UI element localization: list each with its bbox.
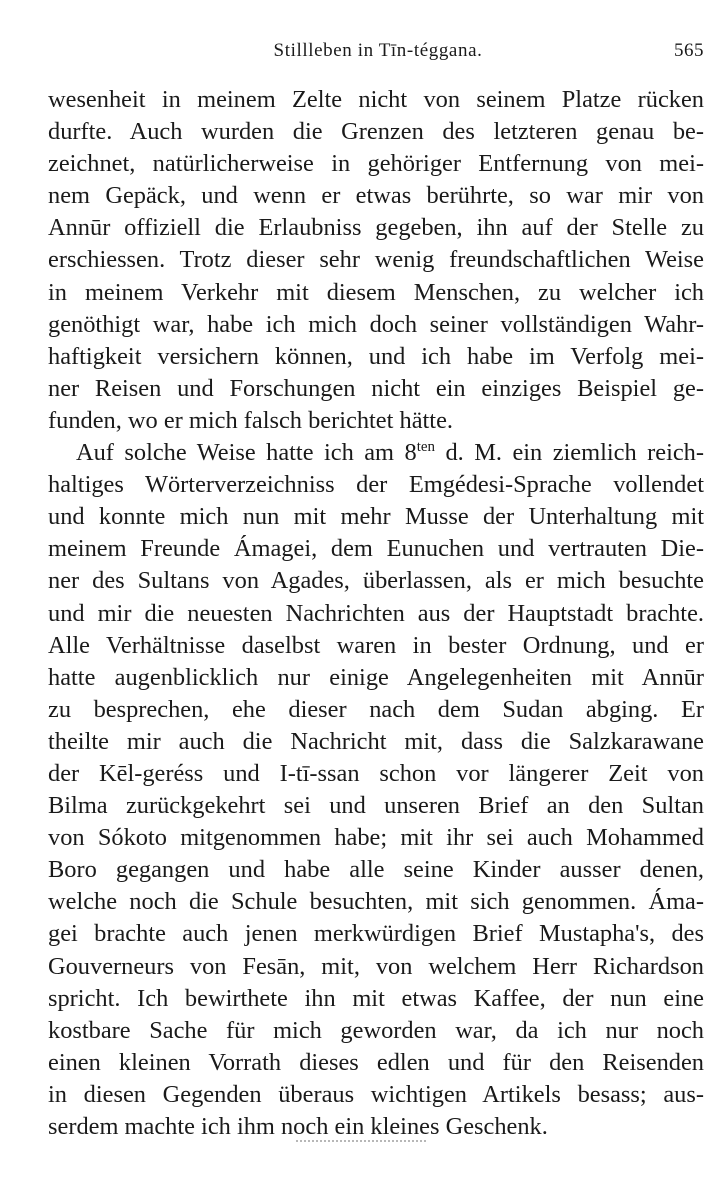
text-line: ner des Sultans von Agades, überlassen, als er mich besuchte: [48, 567, 704, 595]
text-line: zeichnet, natürlicherweise in gehöriger Entfernung von mei-: [48, 150, 704, 178]
text-line: erschiessen. Trotz dieser sehr wenig freundschaftlichen Weise: [48, 246, 704, 274]
paragraph: [48, 84, 704, 437]
text-line: Boro gegangen und habe alle seine Kinder ausser denen,: [48, 856, 704, 884]
text-line: [48, 437, 704, 469]
running-head: [48, 40, 708, 70]
text-line: genöthigt war, habe ich mich doch seiner vollständigen Wahr-: [48, 310, 704, 338]
text-line: von Sókoto mitgenommen habe; mit ihr sei auch Mohammed: [48, 824, 704, 852]
page-number: 565: [674, 40, 704, 61]
text-line: in meinem Verkehr mit diesem Menschen, zu welcher ich: [48, 278, 704, 306]
body-text: [48, 84, 704, 1143]
text-line: funden, wo er mich falsch berichtet hätte.: [48, 406, 453, 434]
text-line: durfte. Auch wurden die Grenzen des letzteren genau be-: [48, 118, 704, 146]
text-fragment: d. M. ein ziemlich reich-: [435, 439, 704, 467]
text-line: wesenheit in meinem Zelte nicht von seinem Platze rücken: [48, 86, 704, 113]
text-line: Gouverneurs von Fesān, mit, von welchem Herr Richardson: [48, 952, 704, 980]
text-line: meinem Freunde Ámagei, dem Eunuchen und vertrauten Die-: [48, 535, 704, 563]
text-line: und mir die neuesten Nachrichten aus der Hauptstadt brachte.: [48, 599, 704, 627]
text-line: serdem machte ich ihm noch ein kleines Geschenk.: [48, 1113, 548, 1140]
text-line: kostbare Sache für mich geworden war, da ich nur noch: [48, 1016, 704, 1044]
text-line: theilte mir auch die Nachricht mit, dass die Salzkarawane: [48, 727, 704, 755]
text-line: Alle Verhältnisse daselbst waren in bester Ordnung, und er: [48, 631, 704, 659]
running-title: Stillleben in Tīn-téggana.: [273, 40, 483, 61]
text-line: ner Reisen und Forschungen nicht ein einziges Beispiel ge-: [48, 374, 704, 402]
end-ornament-rule: [296, 1140, 426, 1145]
text-line: gei brachte auch jenen merkwürdigen Brief Mustapha's, des: [48, 920, 704, 948]
text-line: Bilma zurückgekehrt sei und unseren Brief an den Sultan: [48, 792, 704, 820]
paragraph: [48, 437, 704, 1143]
text-line: der Kēl-geréss und I-tī-ssan schon vor längerer Zeit von: [48, 759, 704, 787]
text-line: hatte augenblicklich nur einige Angelegenheiten mit Annūr: [48, 663, 704, 691]
text-line: Annūr offiziell die Erlaubniss gegeben, ihn auf der Stelle zu: [48, 214, 704, 242]
text-line: in diesen Gegenden überaus wichtigen Artikels besass; aus-: [48, 1080, 704, 1108]
text-line: spricht. Ich bewirthete ihn mit etwas Kaffee, der nun eine: [48, 984, 704, 1012]
superscript: ten: [416, 438, 436, 455]
text-fragment: Auf solche Weise hatte ich am 8: [76, 439, 417, 467]
text-line: zu besprechen, ehe dieser nach dem Sudan abging. Er: [48, 695, 704, 723]
text-line: nem Gepäck, und wenn er etwas berührte, so war mir von: [48, 182, 704, 210]
text-line: welche noch die Schule besuchten, mit sich genommen. Áma-: [48, 888, 704, 916]
text-line: haltiges Wörterverzeichniss der Emgédesi-Sprache vollendet: [48, 471, 704, 499]
text-line: einen kleinen Vorrath dieses edlen und für den Reisenden: [48, 1048, 704, 1076]
text-line: und konnte mich nun mit mehr Musse der Unterhaltung mit: [48, 503, 704, 531]
text-line: haftigkeit versichern können, und ich habe im Verfolg mei-: [48, 342, 704, 370]
